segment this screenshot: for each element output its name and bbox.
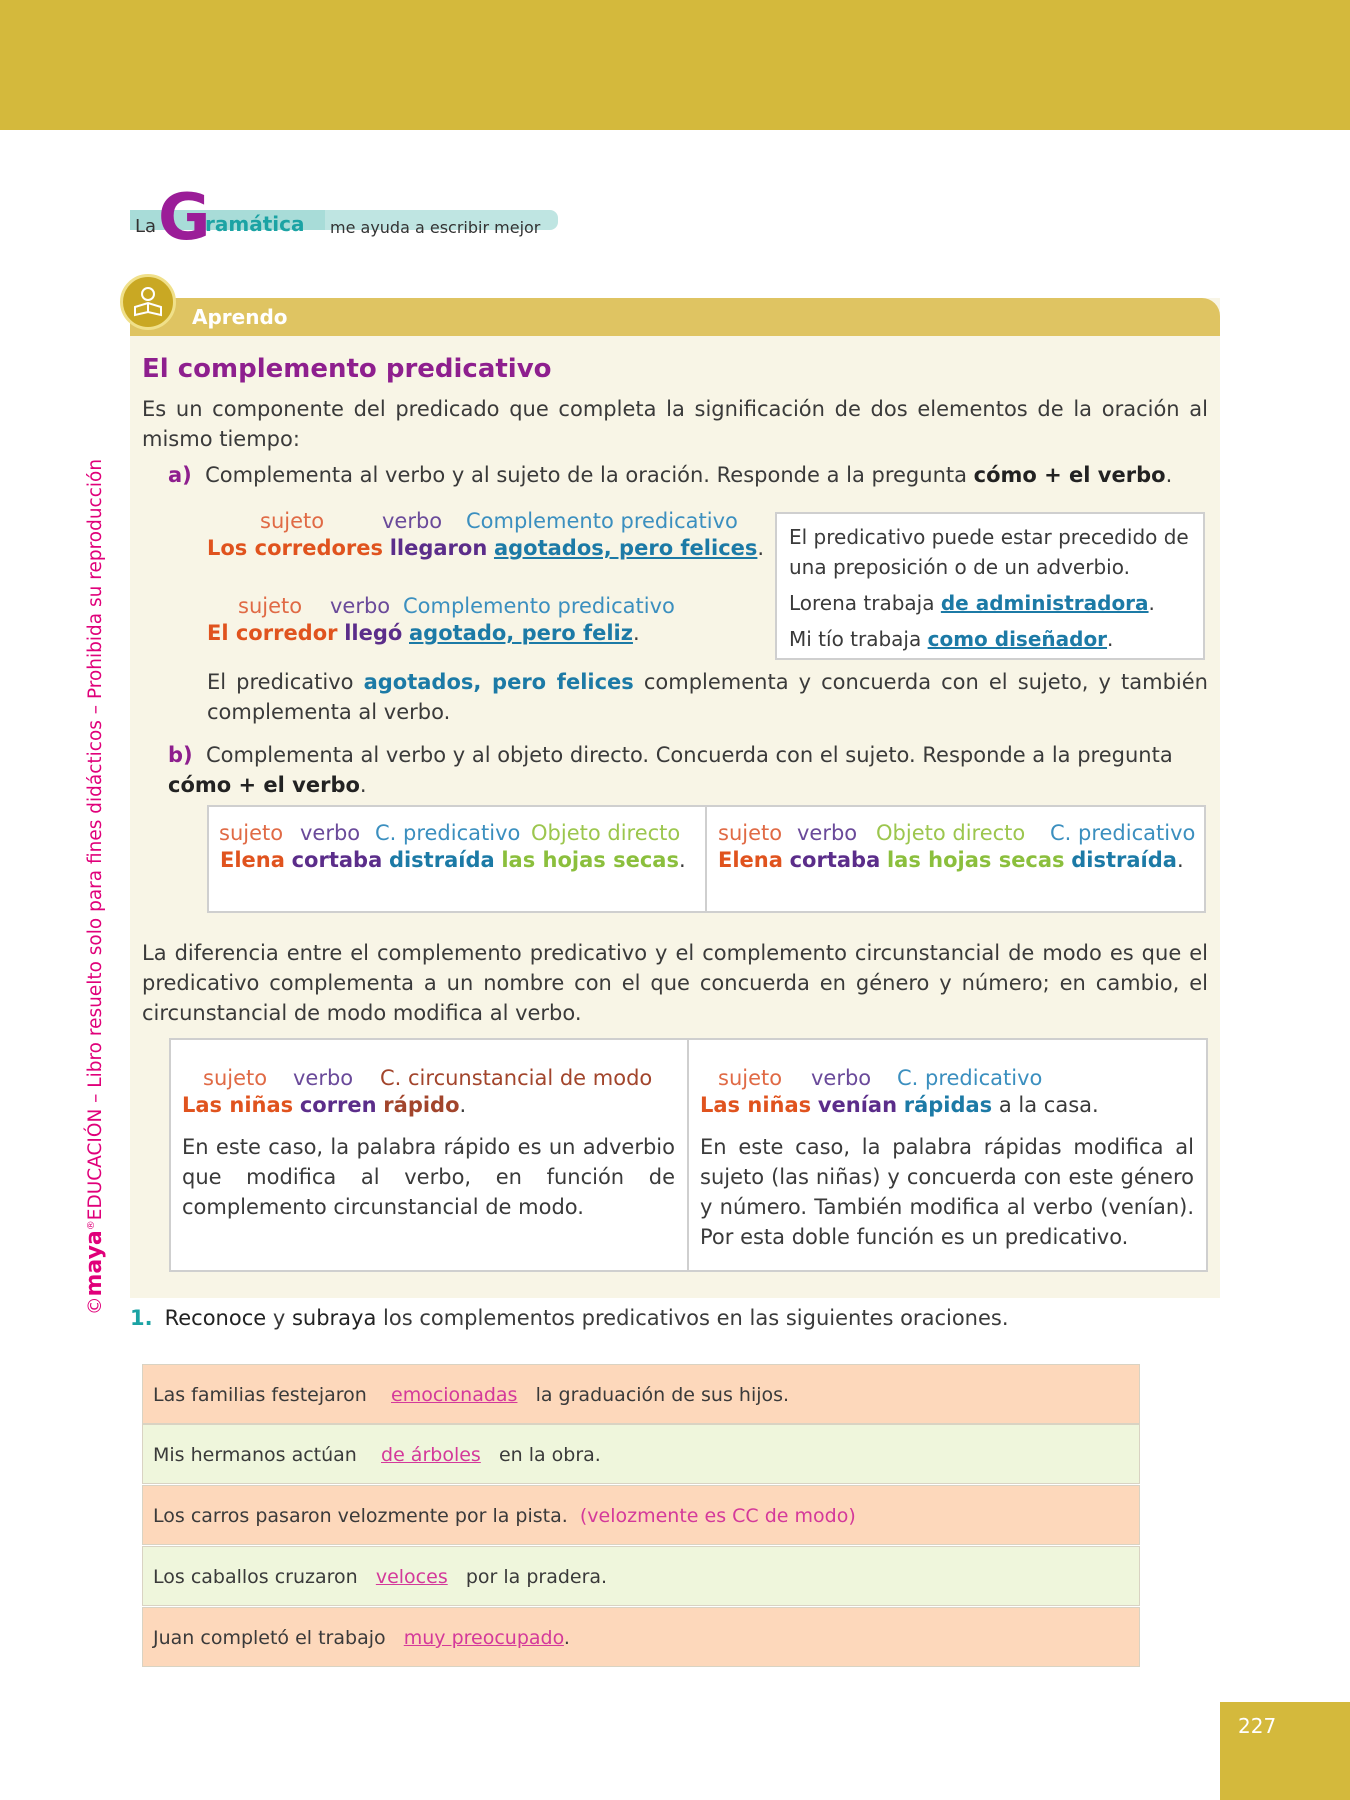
aprendo-header [130,298,1220,336]
page-number-block [1220,1702,1350,1800]
exercise-row: Juan completó el trabajo muy preocupado. [142,1607,1140,1667]
label-sujeto: sujeto [718,1066,783,1090]
label-cc-modo: C. circunstancial de modo [380,1066,653,1090]
label-sujeto: sujeto [219,821,284,845]
note-box: El predicativo puede estar precedido de una preposición o de un adverbio. Lorena trabaja de administradora. Mi tío trabaja como diseñador. [775,512,1205,660]
example-sentence-2: El corredor llegó agotado, pero feliz. [207,621,640,645]
predicativo-explanation: El predicativo agotados, pero felices complementa y concuerda con el sujeto, y también complementa al verbo. [207,670,1208,724]
label-verbo: verbo [811,1066,872,1090]
point-a: a) Complementa al verbo y al sujeto de la oración. Responde a la pregunta cómo + el verbo. [168,463,1173,487]
page-number: 227 [1238,1714,1277,1738]
brand-logo: maya [82,1230,107,1297]
label-c-predicativo: C. predicativo [897,1066,1043,1090]
side-copyright-text: ©maya®EDUCACIÓN – Libro resuelto solo para fines didácticos – Prohibida su reproducción [82,458,107,1315]
label-verbo: verbo [797,821,858,845]
lesson-intro: Es un componente del predicado que completa la significación de dos elementos de la oración al mismo tiempo: [142,397,1208,451]
label-verbo: verbo [330,594,391,618]
label-sujeto: sujeto [718,821,783,845]
compare-explanation-left: En este caso, la palabra rápido es un adverbio que modifica al verbo, en función de complemento circunstancial de modo. [182,1135,675,1219]
answer-underline: veloces [375,1566,448,1588]
b-sentence-right: Elena cortaba las hojas secas distraída. [718,848,1184,872]
exercise-row: Los carros pasaron velozmente por la pista. (velozmente es CC de modo) [142,1485,1140,1545]
top-band [0,0,1350,130]
exercise-row: Las familias festejaron emocionadas la graduación de sus hijos. [142,1364,1140,1424]
label-complemento-predicativo: Complemento predicativo [466,509,738,533]
label-objeto-directo: Objeto directo [531,821,681,845]
label-c-predicativo: C. predicativo [375,821,521,845]
label-verbo: verbo [300,821,361,845]
label-verbo: verbo [293,1066,354,1090]
exercise-instruction: 1. Reconoce y subraya los complementos predicativos en las siguientes oraciones. [130,1306,1009,1330]
point-b: b) Complementa al verbo y al objeto directo. Concuerda con el sujeto. Responde a la pregunta cómo + el verbo. [168,743,1173,797]
difference-paragraph: La diferencia entre el complemento predicativo y el complemento circunstancial de modo es que el predicativo complementa a un nombre con el que concuerda en género y número; en cambio, el circunstancial de modo modifica al verbo. [142,941,1208,1025]
banner-subtitle: me ayuda a escribir mejor [330,218,541,237]
answer-underline: emocionadas [391,1384,518,1406]
banner-g-letter: G [158,181,211,255]
aprendo-label: Aprendo [192,305,288,329]
note-example-1: Lorena trabaja de administradora. [789,591,1155,615]
label-objeto-directo: Objeto directo [876,821,1026,845]
exercise-row: Mis hermanos actúan de árboles en la obra. [142,1424,1140,1484]
answer-note: (velozmente es CC de modo) [579,1505,856,1527]
note-example-2: Mi tío trabaja como diseñador. [789,627,1114,651]
example-sentence-1: Los corredores llegaron agotados, pero felices. [207,536,765,560]
label-verbo: verbo [382,509,443,533]
reading-child-icon [120,274,176,330]
exercise-row: Los caballos cruzaron veloces por la pradera. [142,1546,1140,1606]
section-banner: La G ramática me ayuda a escribir mejor [130,188,558,242]
label-complemento-predicativo: Complemento predicativo [403,594,675,618]
lesson-title: El complemento predicativo [142,354,552,384]
label-sujeto: sujeto [238,594,303,618]
label-sujeto: sujeto [203,1066,268,1090]
compare-sentence-right: Las niñas venían rápidas a la casa. [700,1093,1099,1117]
answer-underline: muy preocupado [403,1627,564,1649]
compare-explanation-right: En este caso, la palabra rápidas modifica al sujeto (las niñas) y concuerda con este género y número. También modifica al verbo (venían). Por esta doble función es un predicativo. [700,1135,1194,1249]
b-sentence-left: Elena cortaba distraída las hojas secas. [220,848,686,872]
compare-sentence-left: Las niñas corren rápido. [182,1093,467,1117]
label-sujeto: sujeto [260,509,325,533]
label-c-predicativo: C. predicativo [1050,821,1196,845]
answer-underline: de árboles [381,1444,481,1466]
